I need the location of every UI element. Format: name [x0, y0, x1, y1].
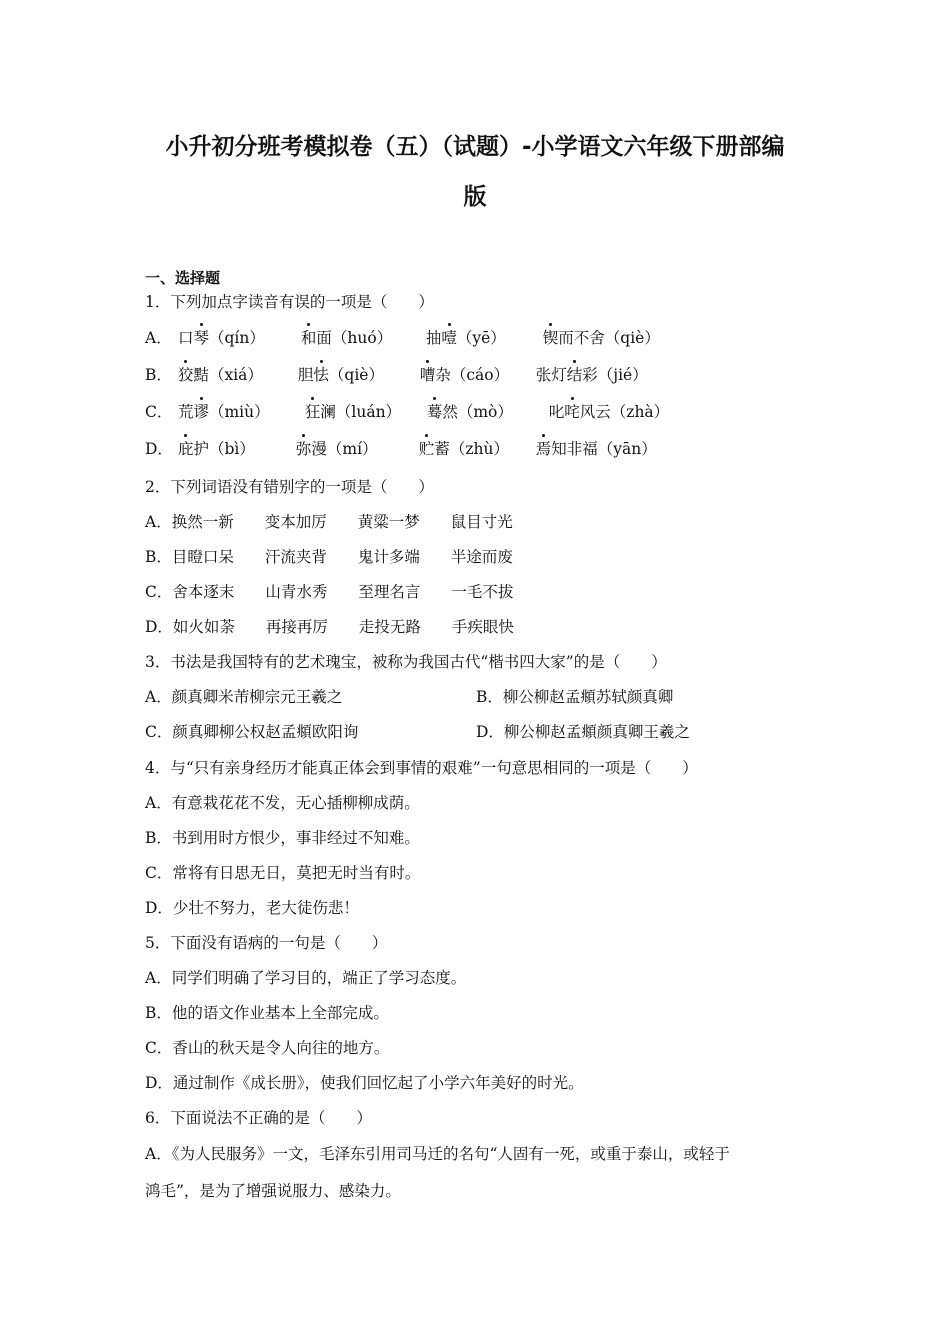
question-4-option-a: A．有意栽花花不发，无心插柳柳成荫。 [145, 794, 420, 812]
question-2-option-b: B．目瞪口呆 汗流夹背 鬼计多端 半途而废 [145, 548, 513, 566]
question-6-option-a: A．《为人民服务》一文，毛泽东引用司马迁的名句“人固有一死，或重于泰山，或轻于 [145, 1145, 730, 1163]
section-heading: 一、选择题 [145, 269, 221, 287]
word-item: 蓦然（mò） [426, 403, 513, 421]
option-label: A． [145, 329, 172, 347]
word-item: 叱咤风云（zhà） [548, 403, 670, 421]
option-label: C． [145, 403, 173, 421]
question-5-option-d: D．通过制作《成长册》，使我们回忆起了小学六年美好的时光。 [145, 1074, 584, 1092]
question-4-option-b: B．书到用时方恨少，事非经过不知难。 [145, 829, 420, 847]
question-5-option-c: C．香山的秋天是令人向往的地方。 [145, 1039, 390, 1057]
dotted-char: 嘈 [419, 366, 436, 384]
dotted-char: 和 [300, 329, 317, 347]
question-3-option-c: C．颜真卿柳公权赵孟頫欧阳询 [145, 723, 359, 741]
question-5-option-b: B．他的语文作业基本上全部完成。 [145, 1004, 389, 1022]
question-6-stem: 6．下面说法不正确的是（ ） [145, 1109, 372, 1127]
question-1-option-c [145, 402, 669, 422]
dotted-char: 琴 [193, 329, 209, 347]
word-item: 胆怯（qiè） [297, 366, 384, 384]
dotted-char: 结 [566, 366, 583, 384]
question-4-stem: 4．与“只有亲身经历才能真正体会到事情的艰难”一句意思相同的一项是（ ） [145, 759, 698, 777]
dotted-char: 蓦 [426, 403, 443, 421]
dotted-char: 噎 [441, 329, 457, 347]
question-1-option-d [145, 439, 657, 459]
question-3-option-a: A．颜真卿米芾柳宗元王羲之 [145, 688, 343, 706]
question-1-option-b [145, 365, 648, 385]
question-3-option-b: B．柳公柳赵孟頫苏轼颜真卿 [476, 688, 674, 706]
question-4-option-c: C．常将有日思无日，莫把无时当有时。 [145, 864, 421, 882]
dotted-char: 狡 [177, 366, 194, 384]
question-3-option-d: D．柳公柳赵孟頫颜真卿王羲之 [476, 723, 690, 741]
dotted-char: 谬 [193, 403, 209, 421]
question-1-option-a [145, 328, 660, 348]
word-item: 口琴（qín） [177, 329, 265, 347]
question-5-option-a: A．同学们明确了学习目的，端正了学习态度。 [145, 969, 467, 987]
dotted-char: 咤 [564, 403, 580, 421]
word-item: 狂澜（luán） [304, 403, 402, 421]
word-item: 锲而不舍（qiè） [542, 329, 660, 347]
word-item: 焉知非福（yān） [535, 440, 657, 458]
dotted-char: 焉 [535, 440, 552, 458]
question-6-option-a-continued: 鸿毛”，是为了增强说服力、感染力。 [145, 1182, 401, 1200]
word-item: 荒谬（miù） [177, 403, 270, 421]
word-item: 庇护（bì） [177, 440, 255, 458]
word-item: 弥漫（mí） [295, 440, 378, 458]
question-2-option-a: A．换然一新 变本加厉 黄粱一梦 鼠目寸光 [145, 513, 513, 531]
word-item: 贮蓄（zhù） [418, 440, 509, 458]
word-item: 抽噎（yē） [425, 329, 506, 347]
word-item: 嘈杂（cáo） [419, 366, 510, 384]
question-4-option-d: D．少壮不努力，老大徒伤悲！ [145, 899, 359, 917]
option-label: D． [145, 440, 173, 458]
question-3-stem: 3．书法是我国特有的艺术瑰宝，被称为我国古代“楷书四大家”的是（ ） [145, 653, 667, 671]
dotted-char: 贮 [418, 440, 435, 458]
dotted-char: 狂 [304, 403, 321, 421]
question-2-stem: 2．下列词语没有错别字的一项是（ ） [145, 478, 434, 496]
dotted-char: 锲 [542, 329, 559, 347]
word-item: 狡黠（xiá） [177, 366, 263, 384]
question-1-stem: 1．下列加点字读音有误的一项是（ ） [145, 293, 434, 311]
document-title-line-2: 版 [463, 184, 487, 210]
word-item: 和面（huó） [300, 329, 393, 347]
question-2-option-d: D．如火如荼 再接再厉 走投无路 手疾眼快 [145, 618, 514, 636]
question-5-stem: 5．下面没有语病的一句是（ ） [145, 934, 388, 952]
option-label: B． [145, 366, 172, 384]
dotted-char: 弥 [295, 440, 312, 458]
dotted-char: 怯 [313, 366, 329, 384]
word-item: 张灯结彩（jié） [535, 366, 648, 384]
document-title-line-1: 小升初分班考模拟卷（五）（试题）-小学语文六年级下册部编 [165, 134, 785, 160]
question-2-option-c: C．舍本逐末 山青水秀 至理名言 一毛不拔 [145, 583, 514, 601]
dotted-char: 庇 [177, 440, 194, 458]
